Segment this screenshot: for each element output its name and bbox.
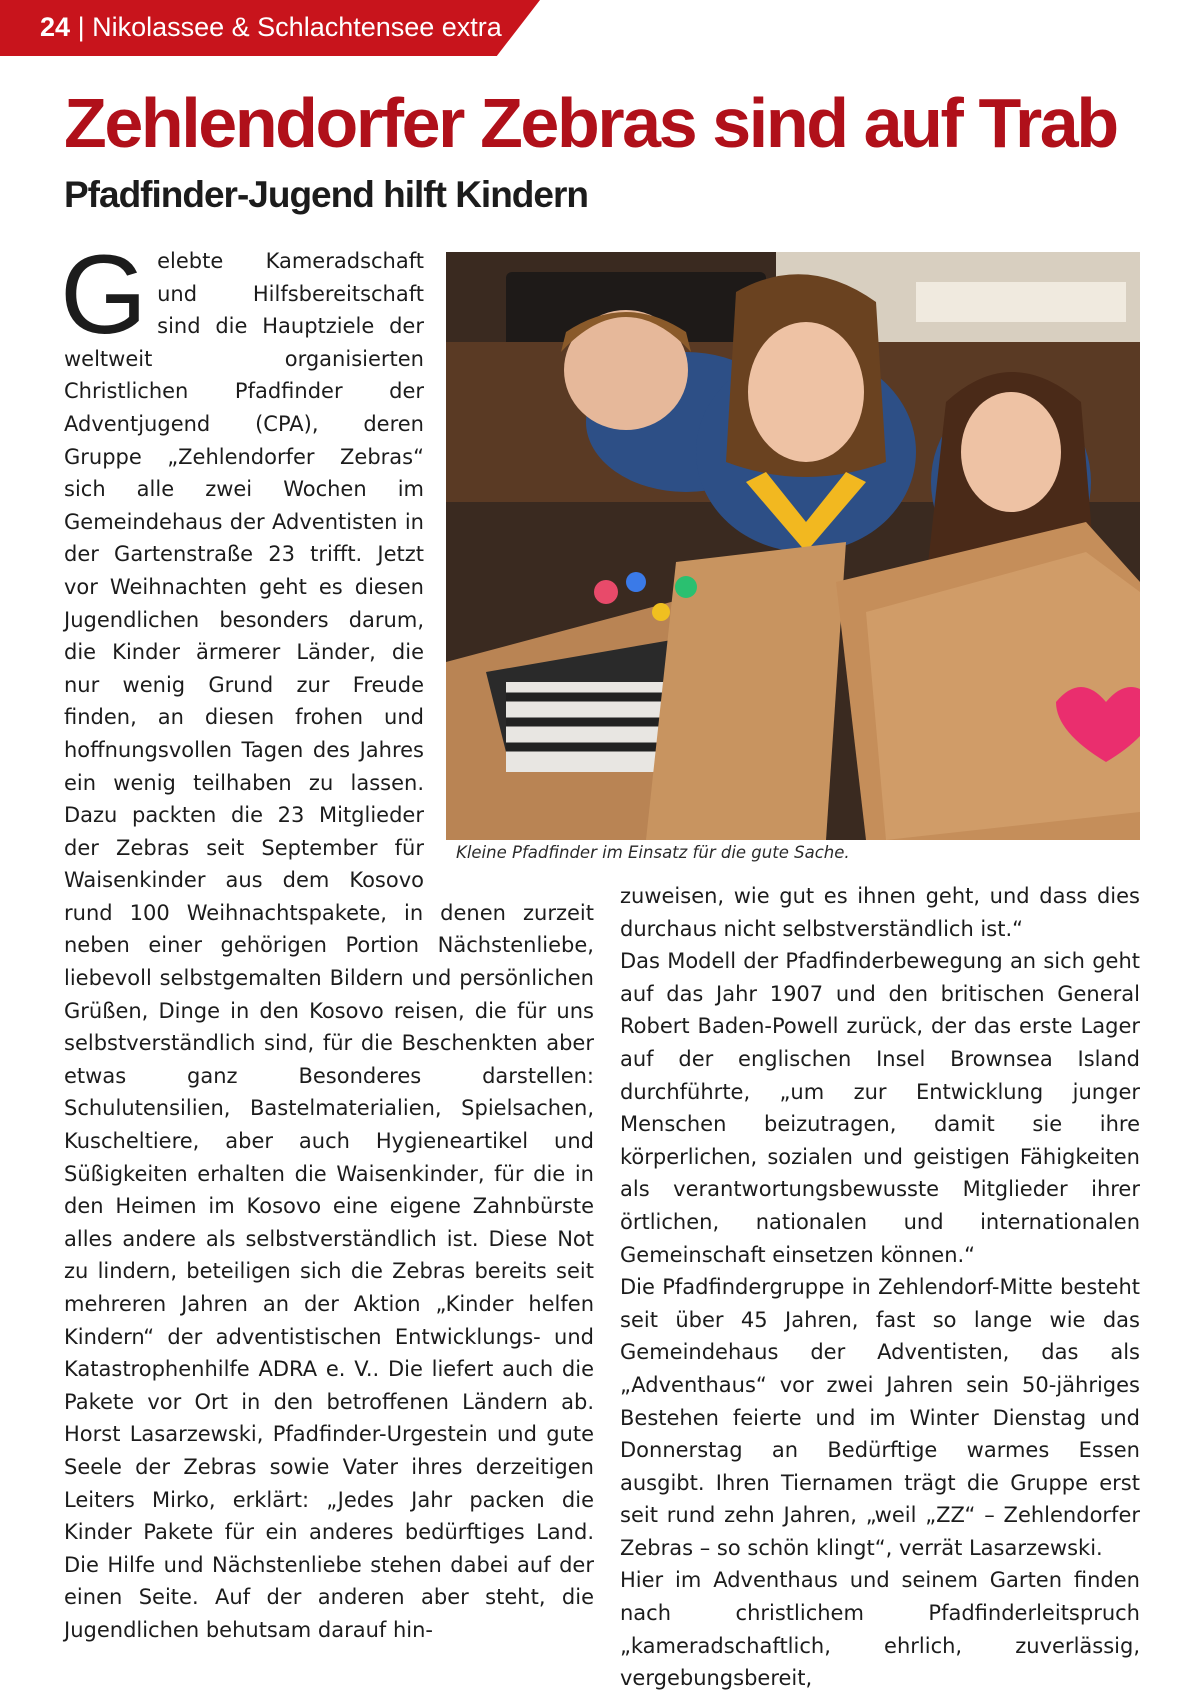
- article-paragraph: Hier im Adventhaus und seinem Garten finden nach christlichem Pfadfinderleitspruch „kameradschaftlich, ehrlich, zuverlässig, vergebungsbereit,: [620, 1568, 1140, 1691]
- article-paragraph: Die Pfadfindergruppe in Zehlendorf-Mitte besteht seit über 45 Jahren, fast so lange wie das Gemeindehaus der Adventisten, das als „Adventhaus“ vor zwei Jahren sein 50-jähriges Bestehen feierte und im Winter Dienstag und Donnerstag an Bedürftige warmes Essen ausgibt. Ihren Tiernamen trägt die Gruppe erst seit rund zehn Jahren, „weil „ZZ“ – Zehlendorfer Zebras – so schön klingt“, verrät Lasarzewski.: [620, 1275, 1140, 1560]
- drop-cap: G: [60, 232, 148, 357]
- article-column-left: [60, 232, 594, 1647]
- article-column-right: [620, 880, 1140, 1695]
- article-paragraph: zuweisen, wie gut es ihnen geht, und dass dies durchaus nicht selbstverständlich ist.“: [620, 884, 1140, 941]
- page-number: 24: [40, 12, 71, 42]
- article-paragraph: Das Modell der Pfadfinderbewegung an sich geht auf das Jahr 1907 und den britischen General Robert Baden-Powell zurück, der das erste Lager auf der englischen Insel Brownsea Island durchführte, „um zur Entwicklung junger Menschen beizutragen, damit sie ihre körperlichen, sozialen und geistigen Fähigkeiten als verantwortungsbewusste Mitglieder ihrer örtlichen, nationalen und internationalen Gemeinschaft einsetzen können.“: [620, 949, 1140, 1267]
- article-headline: Zehlendorfer Zebras sind auf Trab: [64, 84, 1117, 162]
- photo-caption: Kleine Pfadfinder im Einsatz für die gute Sache.: [456, 843, 850, 862]
- article-subhead: Pfadfinder-Jugend hilft Kindern: [64, 174, 588, 215]
- header-separator: |: [77, 12, 85, 42]
- section-title: Nikolassee & Schlachtensee extra: [92, 12, 502, 42]
- lead-text: elebte Kameradschaft und Hilfsbereitschaft sind die Hauptziele der weltweit organisierten Christlichen Pfadfinder der Adventjugend (CPA), deren Gruppe „Zehlendorfer Zebras“ sich alle zwei Wochen im Gemeindehaus der Adventisten in der Gartenstraße 23 trifft. Jetzt vor Weihnachten geht es diesen Jugendlichen besonders darum, die Kinder ärmerer Länder, die nur wenig Grund zur Freude finden, an diesen frohen und hoffnungsvollen Tagen des Jahres ein wenig teilhaben zu lassen. Dazu packten die 23 Mitglieder der Zebras seit September für Waisenkinder aus dem Kosovo rund 100 Weihnachtspakete, in denen zurzeit neben einer gehörigen Portion Nächstenliebe, liebevoll selbstgemalten Bildern und persönlichen Grüßen, Dinge in den Kosovo reisen, die für uns selbstverständlich sind, für die Beschenkten aber etwas ganz Besonderes darstellen: Schulutensilien, Bastelmaterialien, Spielsachen, Kuscheltiere, aber auch Hygieneartikel und Süßigkeiten erhalten die Waisenkinder, für die in den Heimen im Kosovo eine eigene Zahnbürste alles andere als selbstverständlich ist. Diese Not zu lindern, beteiligen sich die Zebras bereits seit mehreren Jahren an der Aktion „Kinder helfen Kindern“ der adventistischen Entwicklungs- und Katastrophenhilfe ADRA e. V.. Die liefert auch die Pakete vor Ort in den betroffenen Ländern ab. Horst Lasarzewski, Pfadfinder-Urgestein und gute Seele der Zebras sowie Vater ihres derzeitigen Leiters Mirko, erklärt: „Jedes Jahr packen die Kinder Pakete für ein anderes bedürftiges Land. Die Hilfe und Nächstenliebe stehen dabei auf der einen Seite. Auf der anderen aber steht, die Jugendlichen behutsam darauf hin-: [64, 249, 594, 1642]
- section-header: [40, 10, 502, 44]
